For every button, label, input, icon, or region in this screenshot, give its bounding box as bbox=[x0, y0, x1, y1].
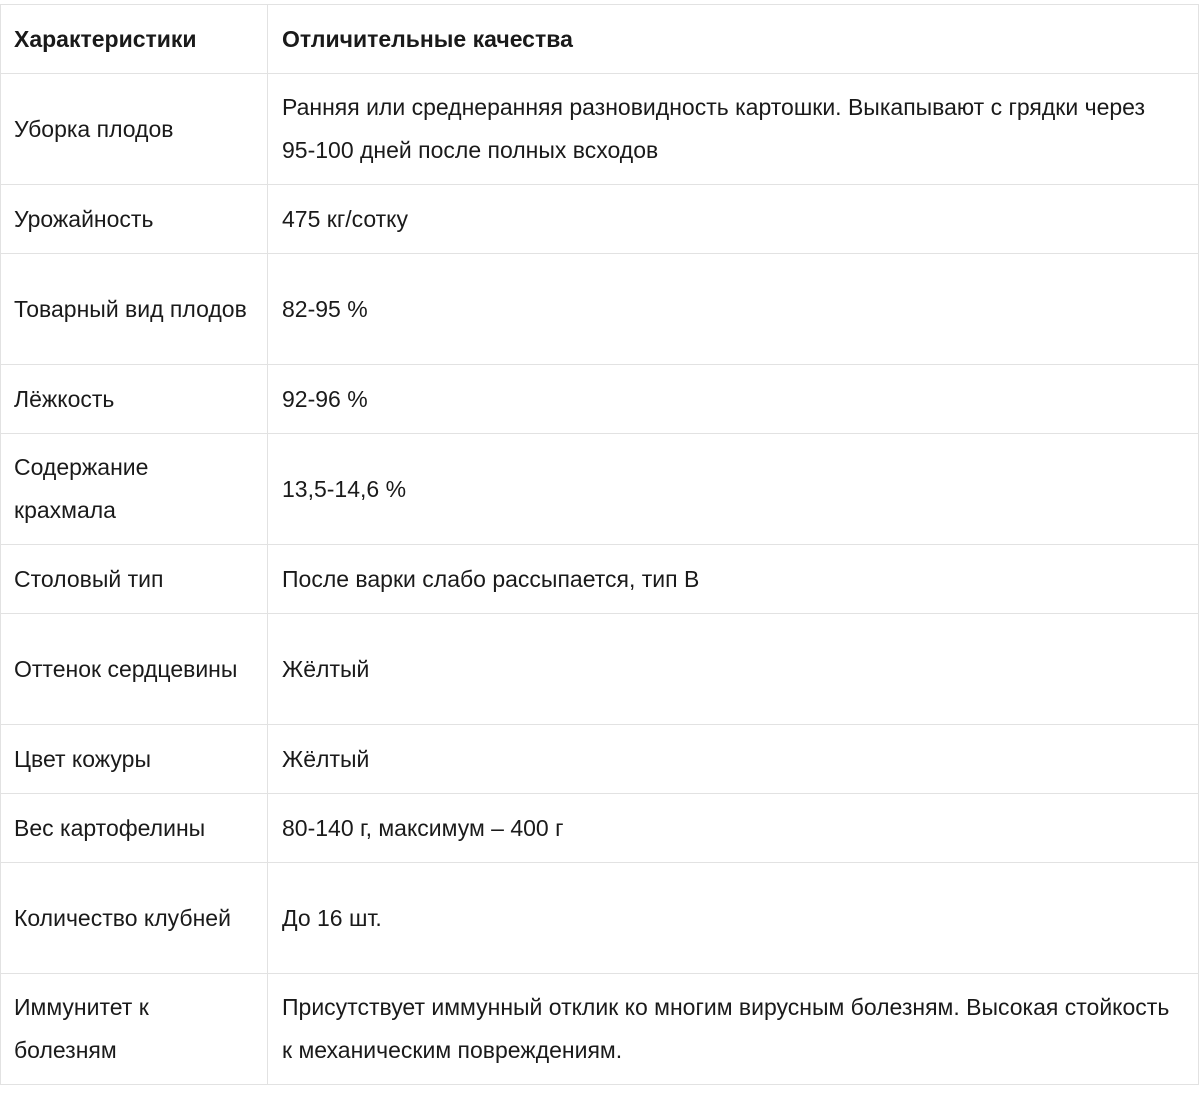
table-row bbox=[1, 545, 1199, 614]
row-name: Цвет кожуры bbox=[1, 725, 268, 794]
row-name: Уборка плодов bbox=[1, 74, 268, 185]
header-characteristics: Характеристики bbox=[1, 5, 268, 74]
table-row bbox=[1, 74, 1199, 185]
table-row bbox=[1, 185, 1199, 254]
table-row bbox=[1, 614, 1199, 725]
row-name: Урожайность bbox=[1, 185, 268, 254]
table-row bbox=[1, 863, 1199, 974]
row-name: Содержание крахмала bbox=[1, 434, 268, 545]
table-row bbox=[1, 794, 1199, 863]
table-header-row bbox=[1, 5, 1199, 74]
characteristics-table-wrapper bbox=[0, 4, 1198, 1085]
row-value: Жёлтый bbox=[268, 725, 1199, 794]
characteristics-table bbox=[0, 4, 1199, 1085]
table-row bbox=[1, 365, 1199, 434]
row-name: Иммунитет к болезням bbox=[1, 974, 268, 1085]
row-name: Товарный вид плодов bbox=[1, 254, 268, 365]
row-name: Вес картофелины bbox=[1, 794, 268, 863]
row-value: 92-96 % bbox=[268, 365, 1199, 434]
row-name: Лёжкость bbox=[1, 365, 268, 434]
row-value: Ранняя или среднеранняя разновидность картошки. Выкапывают с грядки через 95-100 дней после полных всходов bbox=[268, 74, 1199, 185]
header-distinctive-qualities: Отличительные качества bbox=[268, 5, 1199, 74]
table-row bbox=[1, 434, 1199, 545]
table-row bbox=[1, 974, 1199, 1085]
table-row bbox=[1, 254, 1199, 365]
row-name: Столовый тип bbox=[1, 545, 268, 614]
row-name: Количество клубней bbox=[1, 863, 268, 974]
row-value: После варки слабо рассыпается, тип В bbox=[268, 545, 1199, 614]
row-value: Жёлтый bbox=[268, 614, 1199, 725]
row-value: 13,5-14,6 % bbox=[268, 434, 1199, 545]
row-value: 475 кг/сотку bbox=[268, 185, 1199, 254]
row-value: До 16 шт. bbox=[268, 863, 1199, 974]
table-row bbox=[1, 725, 1199, 794]
row-name: Оттенок сердцевины bbox=[1, 614, 268, 725]
row-value: Присутствует иммунный отклик ко многим вирусным болезням. Высокая стойкость к механическим повреждениям. bbox=[268, 974, 1199, 1085]
row-value: 82-95 % bbox=[268, 254, 1199, 365]
row-value: 80-140 г, максимум – 400 г bbox=[268, 794, 1199, 863]
